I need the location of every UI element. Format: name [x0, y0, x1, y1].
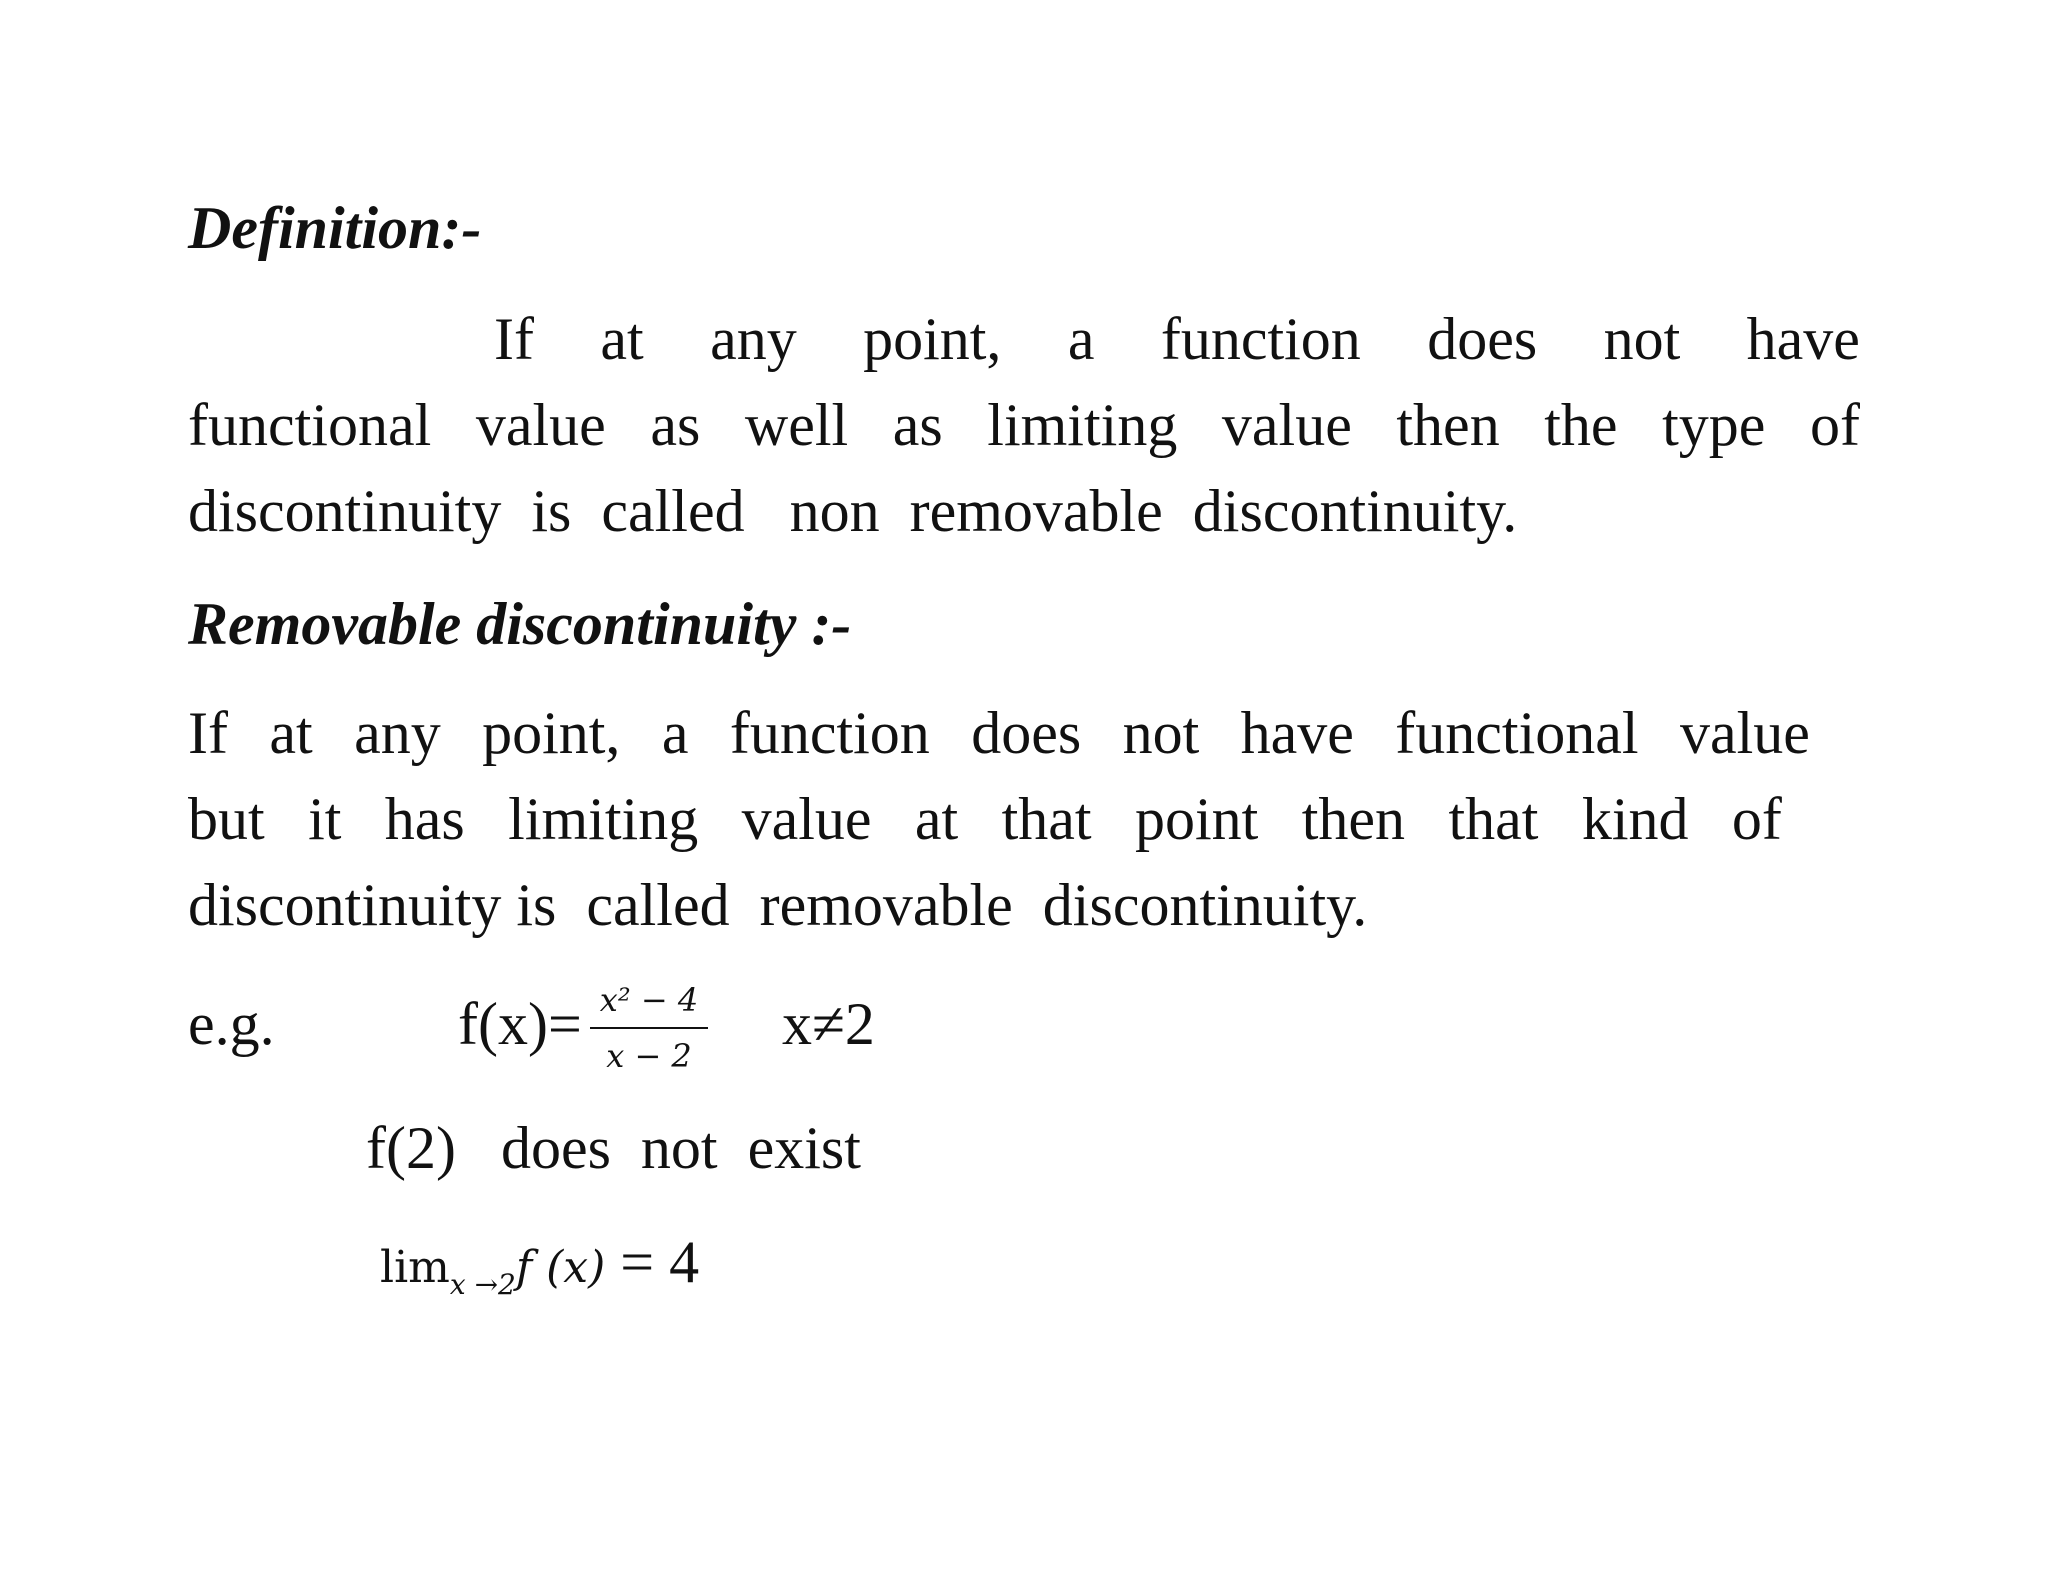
word: have	[1240, 700, 1354, 766]
word: that	[1001, 786, 1092, 852]
word: as	[650, 392, 701, 458]
removable-paragraph	[188, 690, 1810, 948]
word: functional	[188, 392, 432, 458]
word: a	[1067, 306, 1095, 372]
limit-function: f (x)	[515, 1242, 606, 1293]
limit-result: = 4	[605, 1229, 700, 1295]
word: any	[354, 700, 441, 766]
word: any	[710, 306, 797, 372]
word: the	[1544, 392, 1618, 458]
f-at-2-statement: f(2) does not exist	[366, 1115, 861, 1181]
word: If	[494, 306, 534, 372]
word: function	[1160, 306, 1361, 372]
removable-line-2	[188, 776, 1782, 862]
word: point	[1135, 786, 1259, 852]
word: does	[1427, 306, 1538, 372]
limit-expression	[380, 1226, 700, 1301]
definition-line-1	[188, 296, 1860, 382]
word: limiting	[508, 786, 699, 852]
fraction-numerator: x² − 4	[599, 981, 699, 1019]
removable-line-3: discontinuity is called removable discontinuity.	[188, 872, 1368, 938]
word: kind	[1581, 786, 1689, 852]
word: value	[741, 786, 872, 852]
word: function	[729, 700, 930, 766]
fraction-denominator: x − 2	[606, 1037, 692, 1075]
word: does	[971, 700, 1082, 766]
word: as	[892, 392, 943, 458]
function-definition: f(x)=	[458, 991, 582, 1057]
domain-condition: x≠2	[782, 991, 875, 1057]
word: value	[1679, 700, 1810, 766]
fraction-bar	[590, 1027, 708, 1029]
word: but	[188, 786, 265, 852]
fraction	[590, 982, 708, 1082]
word: at	[914, 786, 959, 852]
word: then	[1396, 392, 1500, 458]
word: that	[1448, 786, 1539, 852]
word: limiting	[987, 392, 1178, 458]
word: of	[1810, 392, 1860, 458]
removable-line-1	[188, 690, 1810, 776]
word: a	[661, 700, 689, 766]
word: type	[1662, 392, 1766, 458]
word: then	[1301, 786, 1406, 852]
example-label: e.g.	[188, 991, 275, 1057]
word: point,	[863, 306, 1002, 372]
definition-paragraph	[188, 296, 1860, 554]
definition-heading: Definition:-	[188, 195, 482, 261]
word: value	[1221, 392, 1352, 458]
word: of	[1731, 786, 1782, 852]
word: not	[1122, 700, 1200, 766]
word: functional	[1395, 700, 1639, 766]
word: at	[600, 306, 644, 372]
definition-line-2	[188, 382, 1860, 468]
word: well	[744, 392, 849, 458]
limit-subscript: x →2	[449, 1268, 516, 1301]
definition-line-3: discontinuity is called non removable discontinuity.	[188, 478, 1518, 544]
word: value	[475, 392, 606, 458]
word: point,	[482, 700, 621, 766]
word: If	[188, 700, 228, 766]
word: has	[384, 786, 465, 852]
word: not	[1603, 306, 1681, 372]
removable-discontinuity-heading: Removable discontinuity :-	[188, 591, 852, 657]
word: have	[1746, 306, 1860, 372]
word: it	[308, 786, 342, 852]
limit-word: lim	[380, 1242, 450, 1293]
word: at	[269, 700, 313, 766]
